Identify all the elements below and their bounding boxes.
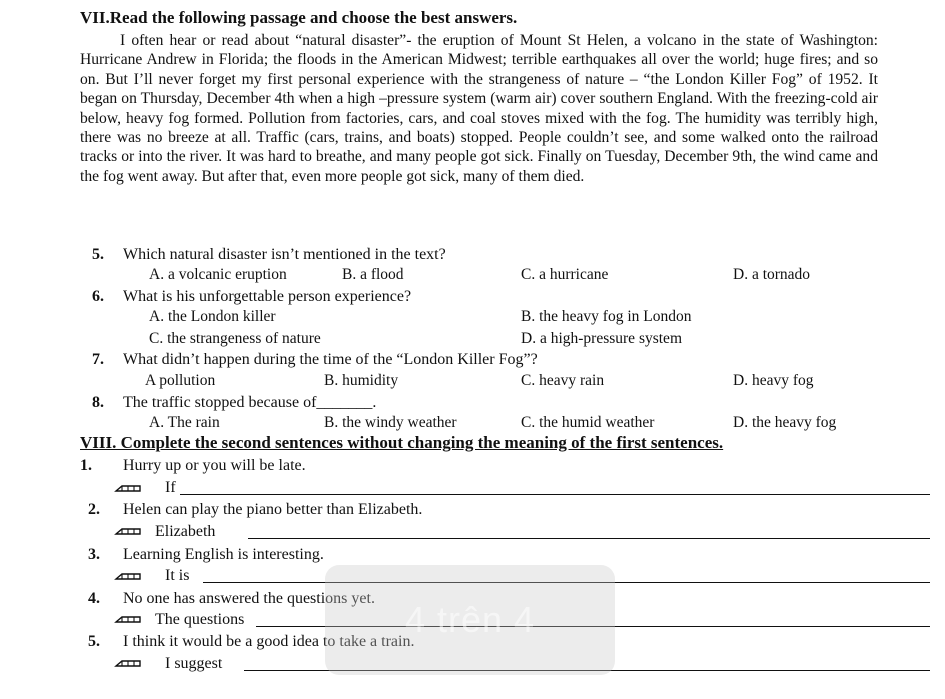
pencil-icon: [114, 524, 144, 538]
question-5-option-c[interactable]: C. a hurricane: [521, 266, 609, 283]
question-6-number: 6.: [92, 288, 104, 305]
question-7-option-d[interactable]: D. heavy fog: [733, 372, 814, 389]
rewrite-5-prompt: I suggest: [165, 655, 223, 672]
question-7-number: 7.: [92, 351, 104, 368]
rewrite-3-prompt: It is: [165, 567, 190, 584]
section-7-heading: VII.Read the following passage and choose the best answers.: [80, 8, 518, 27]
question-5-number: 5.: [92, 246, 104, 263]
question-8-text: The traffic stopped because of_______.: [123, 394, 377, 411]
rewrite-2-answer-line[interactable]: [248, 538, 930, 539]
rewrite-2-prompt: Elizabeth: [155, 523, 216, 540]
rewrite-3-number: 3.: [88, 546, 100, 563]
rewrite-1-sentence: Hurry up or you will be late.: [123, 457, 306, 474]
rewrite-4-prompt: The questions: [155, 611, 245, 628]
question-6-option-c[interactable]: C. the strangeness of nature: [149, 330, 321, 347]
rewrite-5-number: 5.: [88, 633, 100, 650]
question-5-option-d[interactable]: D. a tornado: [733, 266, 811, 283]
pencil-icon: [114, 481, 144, 495]
question-5-option-b[interactable]: B. a flood: [342, 266, 404, 283]
question-6-text: What is his unforgettable person experience?: [123, 288, 412, 305]
reading-passage: I often hear or read about “natural disaster”- the eruption of Mount St Helen, a volcano in the state of Washington: Hurricane Andrew in Florida; the floods in the American Midwest; terrible earthquakes all over the world; huge fires; and so on. But I’ll never forget my first personal experience with the strangeness of nature – “the London Killer Fog” of 1952. It began on Thursday, December 4th when a high –pressure system (warm air) cover southern England. With the freezing-cold air below, heavy fog formed. Pollution from factories, cars, and coal stoves mixed with the fog. The humidity was terribly high, there was no breeze at all. Traffic (cars, trains, and boats) stopped. People couldn’t see, and some walked onto the railroad tracks or into the river. It was hard to breathe, and many people got sick. Finally on Tuesday, December 9th, the wind came and the fog went away. But after that, even more people got sick, many of them died.: [80, 32, 878, 185]
question-5-text: Which natural disaster isn’t mentioned in the text?: [123, 246, 446, 263]
question-8-option-b[interactable]: B. the windy weather: [324, 414, 457, 431]
rewrite-3-sentence: Learning English is interesting.: [123, 546, 324, 563]
rewrite-4-sentence: No one has answered the questions yet.: [123, 590, 375, 607]
question-6-option-d[interactable]: D. a high-pressure system: [521, 330, 682, 347]
rewrite-2-sentence: Helen can play the piano better than Elizabeth.: [123, 501, 423, 518]
rewrite-5-sentence: I think it would be a good idea to take a train.: [123, 633, 415, 650]
rewrite-2-number: 2.: [88, 501, 100, 518]
pencil-icon: [114, 656, 144, 670]
question-7-text: What didn’t happen during the time of the “London Killer Fog”?: [123, 351, 538, 368]
question-8-option-d[interactable]: D. the heavy fog: [733, 414, 837, 431]
rewrite-1-number: 1.: [80, 457, 92, 474]
question-8-number: 8.: [92, 394, 104, 411]
question-8-option-c[interactable]: C. the humid weather: [521, 414, 655, 431]
question-7-option-b[interactable]: B. humidity: [324, 372, 399, 389]
section-8-heading-text: VIII. Complete the second sentences without changing the meaning of the first sentences.: [80, 433, 724, 452]
page-counter-watermark: 4 trên 4: [325, 565, 615, 675]
pencil-icon: [114, 569, 144, 583]
rewrite-4-number: 4.: [88, 590, 100, 607]
question-7-option-c[interactable]: C. heavy rain: [521, 372, 605, 389]
question-7-option-a[interactable]: A pollution: [145, 372, 216, 389]
question-5-option-a[interactable]: A. a volcanic eruption: [149, 266, 287, 283]
question-8-option-a[interactable]: A. The rain: [149, 414, 220, 431]
question-6-option-b[interactable]: B. the heavy fog in London: [521, 308, 692, 325]
pencil-icon: [114, 612, 144, 626]
rewrite-1-answer-line[interactable]: [180, 494, 930, 495]
rewrite-1-prompt: If: [165, 479, 176, 496]
question-6-option-a[interactable]: A. the London killer: [149, 308, 276, 325]
section-8-heading: [80, 433, 723, 453]
